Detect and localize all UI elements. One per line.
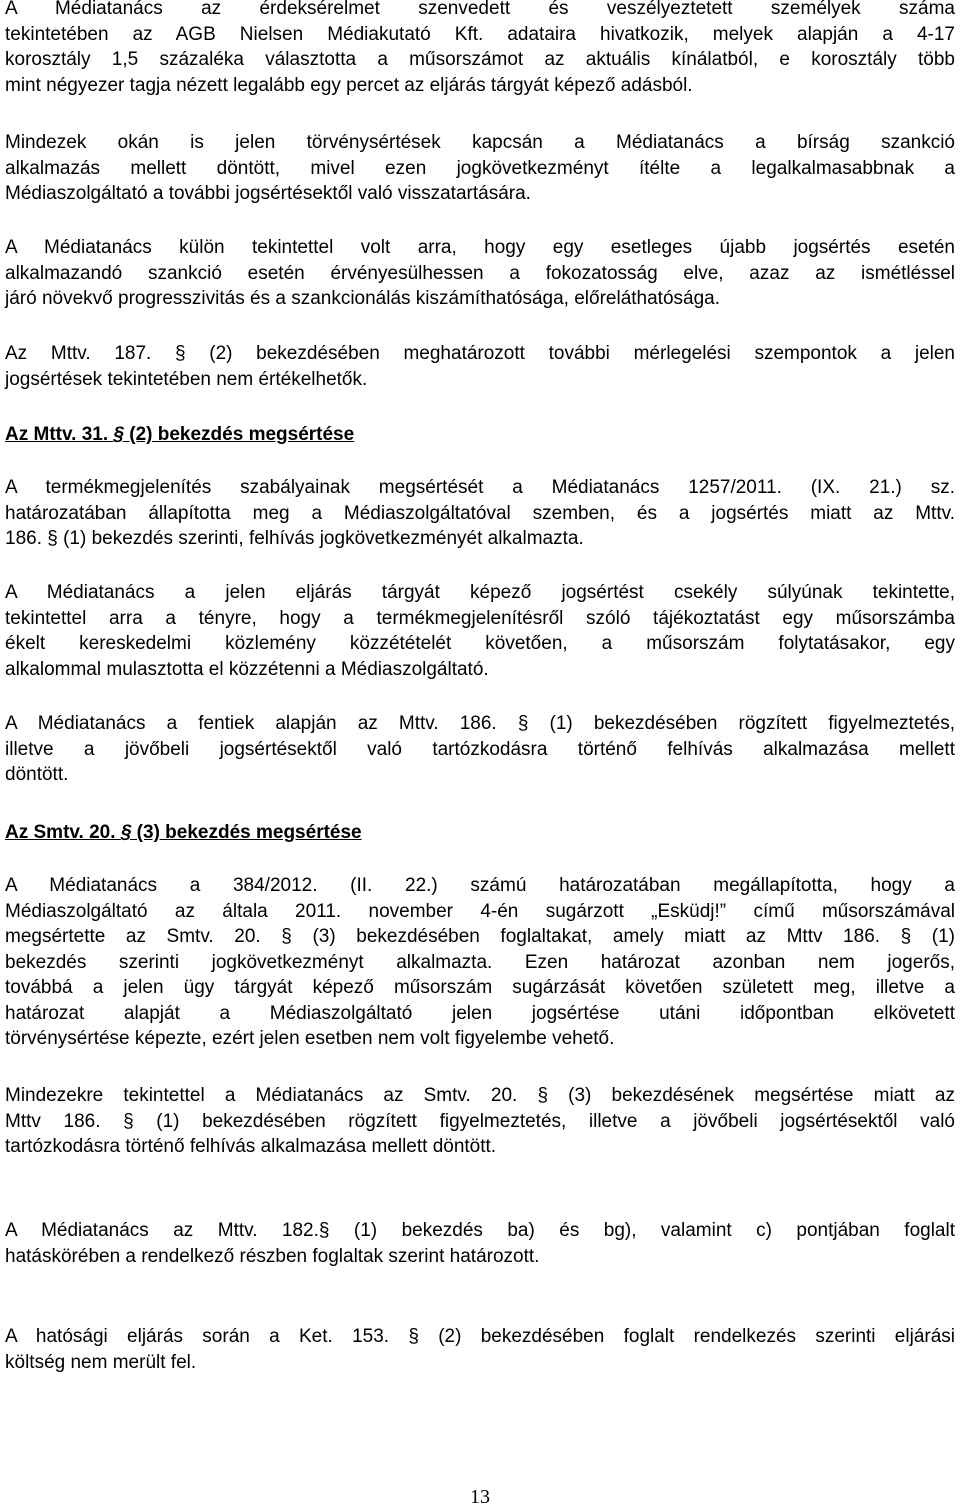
text-line: tartózkodásra történő felhívás alkalmazása mellett döntött. [5, 1136, 497, 1157]
text-line: tekintetében az AGB Nielsen Médiakutató Kft. adataira hivatkozik, melyek alapján a 4-17 [5, 23, 955, 45]
text-line: Mindezek okán is jelen törvénysértések kapcsán a Médiatanács a bírság szankció [5, 132, 955, 153]
text-line: alkalmazás mellett döntött, mivel ezen jogkövetkezményt ítélte a legalkalmasabbnak a [5, 157, 955, 179]
section-sign: § [113, 424, 124, 445]
text-line: alkalommal mulasztotta el közzétenni a Médiaszolgáltató. [5, 658, 489, 680]
paragraph-fine-decision [5, 130, 955, 207]
paragraph-eskudj [5, 873, 955, 1052]
text-line: A Médiatanács a jelen eljárás tárgyát képező jogsértést csekély súlyúnak tekintette, [5, 582, 955, 603]
text-line: határozat alapját a Médiaszolgáltató jelen jogsértése utáni időpontban elkövetett [5, 1002, 955, 1024]
text-line: A Médiatanács az érdeksérelmet szenvedett és veszélyeztetett személyek száma [5, 0, 955, 19]
text-line: határozatában állapította meg a Médiaszolgáltatóval szemben, és a jogsértés miatt az Mttv. [5, 502, 955, 524]
text-line: Mindezekre tekintettel a Médiatanács az Smtv. 20. § (3) bekezdésének megsértése miatt az [5, 1085, 955, 1106]
text-line: Médiaszolgáltató a további jogsértésektől való visszatartására. [5, 183, 531, 204]
text-line: A Médiatanács külön tekintettel volt arra, hogy egy esetleges újabb jogsértés esetén [5, 237, 955, 258]
paragraph-mttv-187 [5, 341, 955, 392]
paragraph-victims [5, 0, 955, 98]
text-line: illetve a jövőbeli jogsértésektől való tartózkodásra történő felhívás alkalmazása mellett [5, 738, 955, 760]
text-line: hatáskörében a rendelkező részben foglaltak szerint határozott. [5, 1245, 540, 1267]
text-line: törvénysértése képezte, ezért jelen esetben nem volt figyelembe vehető. [5, 1028, 615, 1049]
heading-prefix: Az Smtv. 20. [5, 822, 121, 843]
heading-rest: (2) bekezdés megsértése [123, 424, 355, 445]
page-number: 13 [470, 1486, 490, 1508]
text-line: jogsértések tekintetében nem értékelhetők. [5, 368, 368, 390]
section-sign: § [120, 822, 132, 843]
text-line: Médiaszolgáltató az általa 2011. november 4-én sugárzott „Esküdj!” című műsorszámával [5, 900, 955, 922]
text-line: költség nem merült fel. [5, 1351, 197, 1373]
text-line: Az Mttv. 187. § (2) bekezdésében meghatározott további mérlegelési szempontok a jelen [5, 343, 955, 364]
paragraph-costs [5, 1324, 955, 1375]
text-line: A Médiatanács az Mttv. 182.§ (1) bekezdés ba) és bg), valamint c) pontjában foglalt [5, 1220, 955, 1241]
text-line: járó növekvő progresszivitás és a szankcionálás kiszámíthatósága, előreláthatósága. [5, 288, 720, 309]
text-line: alkalmazandó szankció esetén érvényesülhessen a fokozatosság elve, azaz az ismétléssel [5, 262, 955, 284]
paragraph-competence [5, 1218, 955, 1269]
text-line: döntött. [5, 764, 69, 785]
paragraph-minor-violation [5, 580, 955, 682]
heading-prefix: Az Mttv. 31. [5, 424, 114, 445]
text-line: A termékmegjelenítés szabályainak megsértését a Médiatanács 1257/2011. (IX. 21.) sz. [5, 477, 955, 498]
text-line: továbbá a jelen ügy tárgyát képező műsorszám sugárzását követően született meg, illetve a [5, 977, 955, 998]
text-line: A Médiatanács a 384/2012. (II. 22.) számú határozatában megállapította, hogy a [5, 875, 955, 896]
text-line: bekezdés szerinti jogkövetkezményt alkalmazta. Ezen határozat azonban nem jogerős, [5, 951, 955, 973]
text-line: 186. § (1) bekezdés szerinti, felhívás jogkövetkezményét alkalmazta. [5, 528, 584, 549]
text-line: megsértette az Smtv. 20. § (3) bekezdésében foglaltakat, amely miatt az Mttv 186. § (1) [5, 926, 955, 947]
paragraph-warning-decision [5, 711, 955, 788]
paragraph-smtv-conclusion [5, 1083, 955, 1160]
text-line: A hatósági eljárás során a Ket. 153. § (2) bekezdésében foglalt rendelkezés szerinti eljárási [5, 1326, 955, 1347]
paragraph-progressivity [5, 235, 955, 312]
section-heading-smtv-20 [5, 820, 362, 846]
text-line: korosztály 1,5 százaléka választotta a műsorszámot az aktuális kínálatból, e korosztály több [5, 49, 955, 70]
heading-rest: (3) bekezdés megsértése [131, 822, 362, 843]
text-line: Mttv 186. § (1) bekezdésében rögzített figyelmeztetés, illetve a jövőbeli jogsértésektől való [5, 1110, 955, 1132]
text-line: ékelt kereskedelmi közlemény közzétételét követően, a műsorszám folytatásakor, egy [5, 633, 955, 654]
text-line: mint négyezer tagja nézett legalább egy percet az eljárás tárgyát képező adásból. [5, 74, 693, 96]
text-line: tekintettel arra a tényre, hogy a termékmegjelenítésről szóló tájékoztatást egy műsorszámba [5, 607, 955, 629]
paragraph-product-placement [5, 475, 955, 552]
text-line: A Médiatanács a fentiek alapján az Mttv. 186. § (1) bekezdésében rögzített figyelmeztetés, [5, 713, 955, 734]
section-heading-mttv-31 [5, 422, 354, 448]
